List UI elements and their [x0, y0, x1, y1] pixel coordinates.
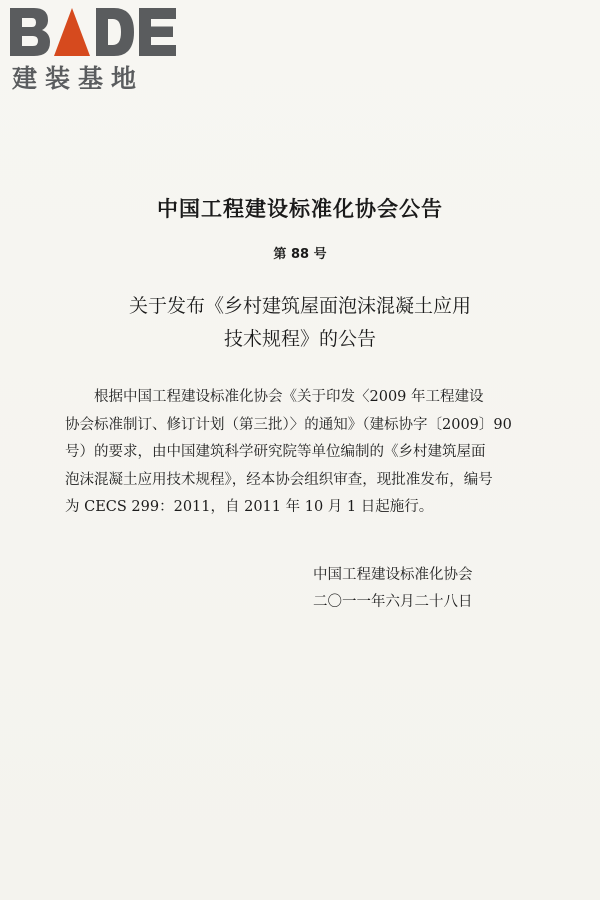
signature-date: 二〇一一年六月二十八日: [313, 594, 473, 610]
subject-line: 关于发布《乡村建筑屋面泡沫混凝土应用: [128, 295, 471, 317]
body-line: 根据中国工程建设标准化协会《关于印发〈2009 年工程建设: [94, 389, 484, 405]
body-line: 号）的要求，由中国建筑科学研究院等单位编制的《乡村建筑屋面: [65, 444, 486, 460]
brand-logo: [8, 4, 178, 93]
subject-line: 技术规程》的公告: [223, 328, 376, 350]
body-line: 泡沫混凝土应用技术规程》，经本协会组织审查，现批准发布，编号: [65, 471, 493, 488]
signature-block: [313, 562, 473, 616]
bade-wordmark: [8, 4, 178, 60]
body-line: 为 CECS 299：2011，自 2011 年 10 月 1 日起施行。: [65, 499, 434, 515]
issue-number: 第 88 号: [273, 247, 327, 262]
announcement-subject: [60, 290, 540, 356]
brand-subtitle: 建装基地: [12, 64, 145, 93]
announcement-body: [65, 384, 539, 522]
body-line: 协会标准制订、修订计划（第三批）〉的通知》（建标协字〔2009〕90: [65, 416, 512, 433]
announcement-title: 中国工程建设标准化协会公告: [157, 197, 443, 221]
signature-organization: 中国工程建设标准化协会: [313, 567, 473, 583]
